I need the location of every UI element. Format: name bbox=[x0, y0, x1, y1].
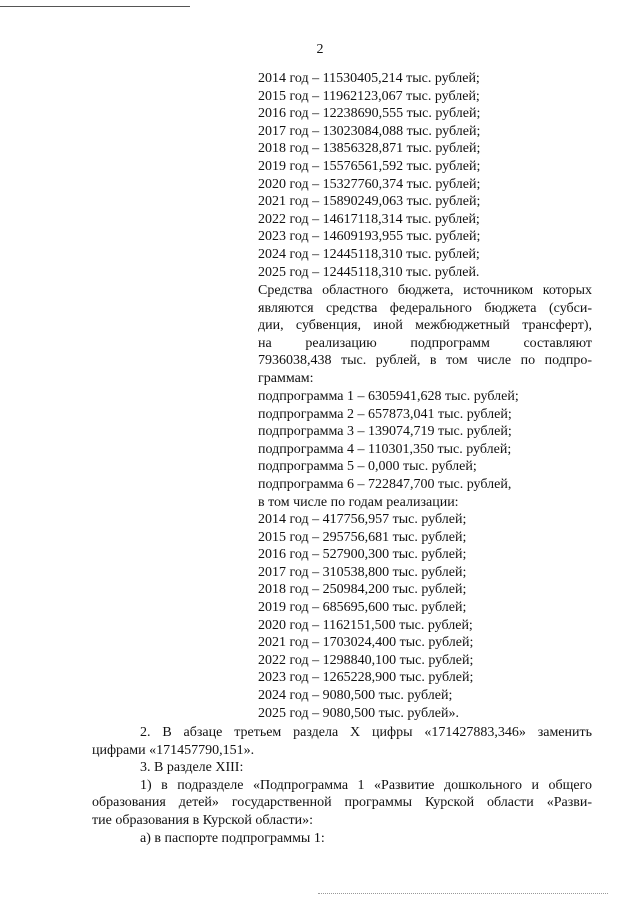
year-line: 2014 год – 417756,957 тыс. рублей; bbox=[258, 512, 467, 527]
year-line: 2021 год – 15890249,063 тыс. рублей; bbox=[258, 194, 481, 210]
year-line: 2020 год – 15327760,374 тыс. рублей; bbox=[258, 176, 481, 192]
paragraph-line: 7936038,438 тыс. рублей, в том числе по подпро- bbox=[258, 353, 592, 369]
year-line: 2025 год – 12445118,310 тыс. рублей. bbox=[258, 264, 480, 280]
year-line: 2017 год – 13023084,088 тыс. рублей; bbox=[258, 123, 481, 139]
year-line: 2014 год – 11530405,214 тыс. рублей; bbox=[258, 71, 480, 86]
subprogram-line: подпрограмма 3 – 139074,719 тыс. рублей; bbox=[258, 424, 512, 440]
subprogram-line: подпрограмма 2 – 657873,041 тыс. рублей; bbox=[258, 406, 512, 422]
paragraph-line: на реализацию подпрограмм составляют bbox=[258, 335, 592, 351]
item-2-line: 2. В абзаце третьем раздела X цифры «171427883,346» заменить bbox=[140, 725, 592, 740]
top-edge-line bbox=[0, 6, 190, 7]
year-line: 2017 год – 310538,800 тыс. рублей; bbox=[258, 564, 467, 580]
by-years-label: в том числе по годам реализации: bbox=[258, 494, 459, 510]
item-3-1-line: образования детей» государственной программы Курской области «Разви- bbox=[92, 795, 592, 811]
year-line: 2022 год – 14617118,314 тыс. рублей; bbox=[258, 211, 480, 227]
year-line: 2025 год – 9080,500 тыс. рублей». bbox=[258, 705, 459, 721]
subprogram-line: подпрограмма 5 – 0,000 тыс. рублей; bbox=[258, 459, 477, 475]
year-line: 2023 год – 1265228,900 тыс. рублей; bbox=[258, 670, 474, 686]
years-block-b bbox=[258, 511, 592, 722]
item-3-1-line: 1) в подразделе «Подпрограмма 1 «Развитие дошкольного и общего bbox=[140, 777, 592, 793]
year-line: 2020 год – 1162151,500 тыс. рублей; bbox=[258, 617, 473, 633]
year-line: 2016 год – 527900,300 тыс. рублей; bbox=[258, 547, 467, 563]
year-line: 2021 год – 1703024,400 тыс. рублей; bbox=[258, 635, 474, 651]
item-2-line: цифрами «171457790,151». bbox=[92, 742, 255, 758]
year-line: 2019 год – 15576561,592 тыс. рублей; bbox=[258, 158, 481, 174]
year-line: 2023 год – 14609193,955 тыс. рублей; bbox=[258, 229, 481, 245]
scan-artifact-line bbox=[318, 893, 608, 894]
year-line: 2015 год – 295756,681 тыс. рублей; bbox=[258, 529, 467, 545]
year-line: 2016 год – 12238690,555 тыс. рублей; bbox=[258, 106, 481, 122]
federal-funds-paragraph bbox=[258, 282, 592, 388]
item-3-1-line: тие образования в Курской области»: bbox=[92, 812, 314, 828]
paragraph-line: дии, субвенция, иной межбюджетный трансферт), bbox=[258, 318, 592, 334]
years-block-a bbox=[258, 70, 592, 281]
subprogram-line: подпрограмма 4 – 110301,350 тыс. рублей; bbox=[258, 441, 512, 457]
page-number: 2 bbox=[316, 42, 324, 57]
year-line: 2019 год – 685695,600 тыс. рублей; bbox=[258, 599, 467, 615]
item-3-1-a: а) в паспорте подпрограммы 1: bbox=[140, 830, 325, 846]
year-line: 2024 год – 9080,500 тыс. рублей; bbox=[258, 687, 453, 703]
subprogram-line: подпрограмма 6 – 722847,700 тыс. рублей, bbox=[258, 476, 512, 492]
paragraph-line: являются средства федерального бюджета (субси- bbox=[258, 300, 592, 316]
paragraph-line: Средства областного бюджета, источником которых bbox=[258, 283, 592, 298]
item-3-heading: 3. В разделе XIII: bbox=[140, 760, 244, 776]
year-line: 2018 год – 250984,200 тыс. рублей; bbox=[258, 582, 467, 598]
year-line: 2015 год – 11962123,067 тыс. рублей; bbox=[258, 88, 480, 104]
year-line: 2022 год – 1298840,100 тыс. рублей; bbox=[258, 652, 474, 668]
amendment-items bbox=[92, 724, 592, 847]
subprograms-list bbox=[258, 388, 592, 511]
year-line: 2024 год – 12445118,310 тыс. рублей; bbox=[258, 246, 480, 262]
subprogram-line: подпрограмма 1 – 6305941,628 тыс. рублей; bbox=[258, 389, 519, 404]
paragraph-line: граммам: bbox=[258, 370, 314, 386]
year-line: 2018 год – 13856328,871 тыс. рублей; bbox=[258, 141, 481, 157]
